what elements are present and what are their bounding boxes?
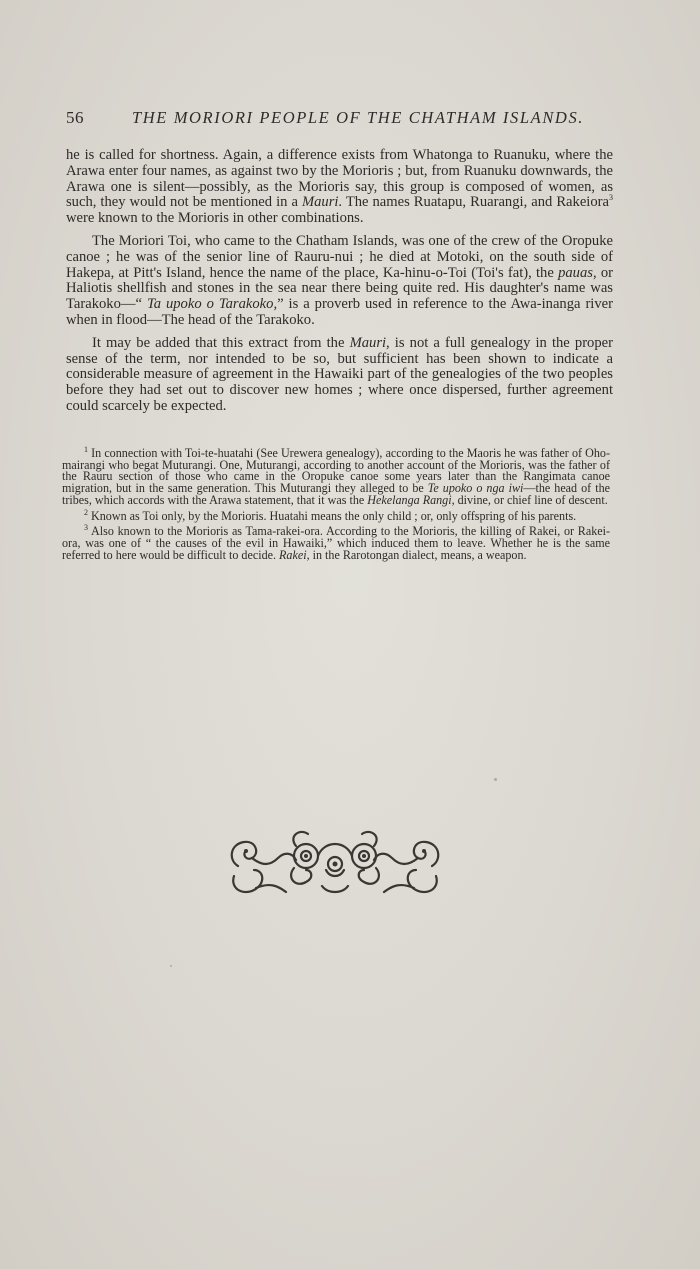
text-run: were known to the Morioris in other combinations. [66,210,364,227]
paragraph-3 [66,336,613,415]
footnote-ref: 3 [609,193,613,203]
italic-run: Hekelanga Rangi [367,492,452,507]
running-title: THE MORIORI PEOPLE OF THE CHATHAM ISLANDS. [132,108,585,127]
paragraph-1 [66,148,613,227]
text-run: —the head of the tribes, which accords with the Arawa statement, that it was the [62,481,610,507]
paper-speck [170,965,172,967]
footnote-3 [62,523,610,562]
italic-run: pauas [558,264,593,281]
italic-run: Mauri [349,334,387,351]
footnote-mark: 3 [84,523,88,533]
text-run: ” is a proverb used in reference to the Awa-inanga river when in flood—The head of the Tarakoko. [66,296,613,328]
text-run: he is called for shortness. Again, a difference exists from Whatonga to Ruanuku, where the Arawa enter four names, as against two by the Morioris ; but, from Ruanuku downwards, the Arawa one is silent—possibly, as the Morioris say, this group is composed of women, as such, they would not be mentioned in a [66,147,613,211]
text-run: , in the Rarotongan dialect, means, a weapon. [306,547,527,562]
paper-speck [494,778,497,781]
italic-run: Mauri [301,194,339,211]
text-run: , or Haliotis shellfish and stones in the sea near there being quite red. His daughter's name was Tarakoko—“ [66,264,613,313]
text-run: , is not a full genealogy in the proper sense of the term, nor intended to be so, but sufficient has been shown to indicate a considerable measure of agreement in the Hawaiki part of the genealogies of the two peoples before they had set out to discover new homes ; where once dispersed, further agreement could scarcely be expected. [66,334,613,414]
text-run: It may be added that this extract from the [92,334,350,351]
text-run: Also known to the Morioris as Tama-rakei-ora. According to the Morioris, the killing of Rakei, or Rakei-ora, was one of “ the causes of the evil in Hawaiki,” which induced them to leave. Whether he is the same referred to here would be difficult to decide. [62,524,610,562]
body-text [66,148,613,422]
paragraph-2 [66,234,613,329]
footnote-mark: 2 [84,507,88,517]
italic-run: Ta upoko o Tarakoko, [146,296,278,313]
text-run: The Moriori Toi, who came to the Chatham Islands, was one of the crew of the Oropuke canoe ; he was of the senior line of Rauru-nui ; he died at Motoki, on the south side of Hakepa, at Pitt's Island, hence the name of the place, Ka-hinu-o-Toi (Toi's fat), the [66,232,613,281]
text-run: Known as Toi only, by the Morioris. Huatahi means the only child ; or, only offspring of his parents. [88,508,577,523]
footnote-1 [62,444,610,507]
text-run: In connection with Toi-te-huatahi (See Urewera genealogy), according to the Maoris he was father of Oho-mairangi who begat Muturangi. One, Muturangi, according to another account of the Morioris, was the father of the Rauru section of those who came in the Oropuke canoe some years later than the Rangimata canoe migration, but in the same generation. This Muturangi they alleged to be [62,446,610,496]
italic-run: Te upoko o nga iwi [427,481,524,496]
scroll-ornament-icon [226,826,444,898]
footnotes [62,444,610,565]
footnote-2 [62,507,610,523]
text-run: , divine, or chief line of descent. [451,492,608,507]
footnote-mark: 1 [84,444,88,454]
page-header [66,108,614,130]
page-number: 56 [66,108,84,127]
text-run: . The names Ruatapu, Ruarangi, and Rakeiora [338,194,609,211]
italic-run: Rakei [279,547,307,562]
